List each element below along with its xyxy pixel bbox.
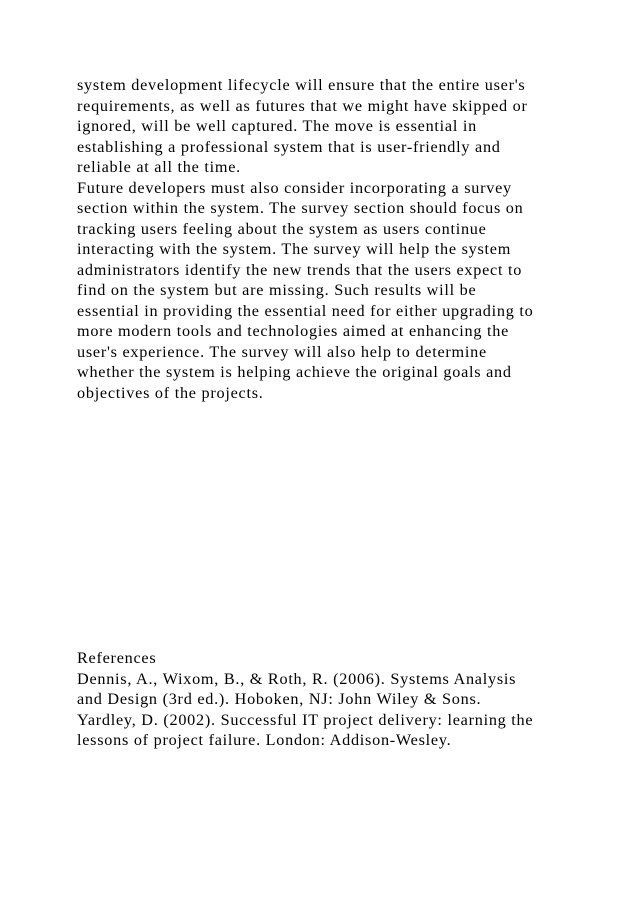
body-line: establishing a professional system that is user-friendly and: [77, 137, 501, 156]
body-line: requirements, as well as futures that we might have skipped or: [77, 96, 528, 115]
body-line: ignored, will be well captured. The move is essential in: [77, 117, 477, 135]
body-line: objectives of the projects.: [77, 383, 264, 402]
body-line: reliable at all the time.: [77, 158, 241, 176]
body-text: [77, 75, 577, 403]
body-line: whether the system is helping achieve the original goals and: [77, 363, 512, 381]
body-line: essential in providing the essential need for either upgrading to: [77, 301, 534, 320]
body-line: find on the system but are missing. Such results will be: [77, 281, 477, 299]
reference-line: Dennis, A., Wixom, B., & Roth, R. (2006). Systems Analysis: [77, 669, 517, 688]
body-line: system development lifecycle will ensure that the entire user's: [77, 76, 526, 94]
body-line: user's experience. The survey will also help to determine: [77, 342, 487, 361]
reference-line: and Design (3rd ed.). Hoboken, NJ: John Wiley & Sons.: [77, 690, 482, 708]
references-heading: References: [77, 649, 157, 667]
body-line: Future developers must also consider incorporating a survey: [77, 178, 512, 197]
reference-line: Yardley, D. (2002). Successful IT project delivery: learning the: [77, 710, 534, 729]
reference-line: lessons of project failure. London: Addison-Wesley.: [77, 731, 452, 749]
body-line: section within the system. The survey section should focus on: [77, 199, 524, 217]
body-line: administrators identify the new trends that the users expect to: [77, 260, 523, 279]
body-line: more modern tools and technologies aimed at enhancing the: [77, 322, 510, 340]
body-line: tracking users feeling about the system as users continue: [77, 219, 487, 238]
body-line: interacting with the system. The survey will help the system: [77, 240, 512, 258]
references-section: [77, 648, 577, 751]
